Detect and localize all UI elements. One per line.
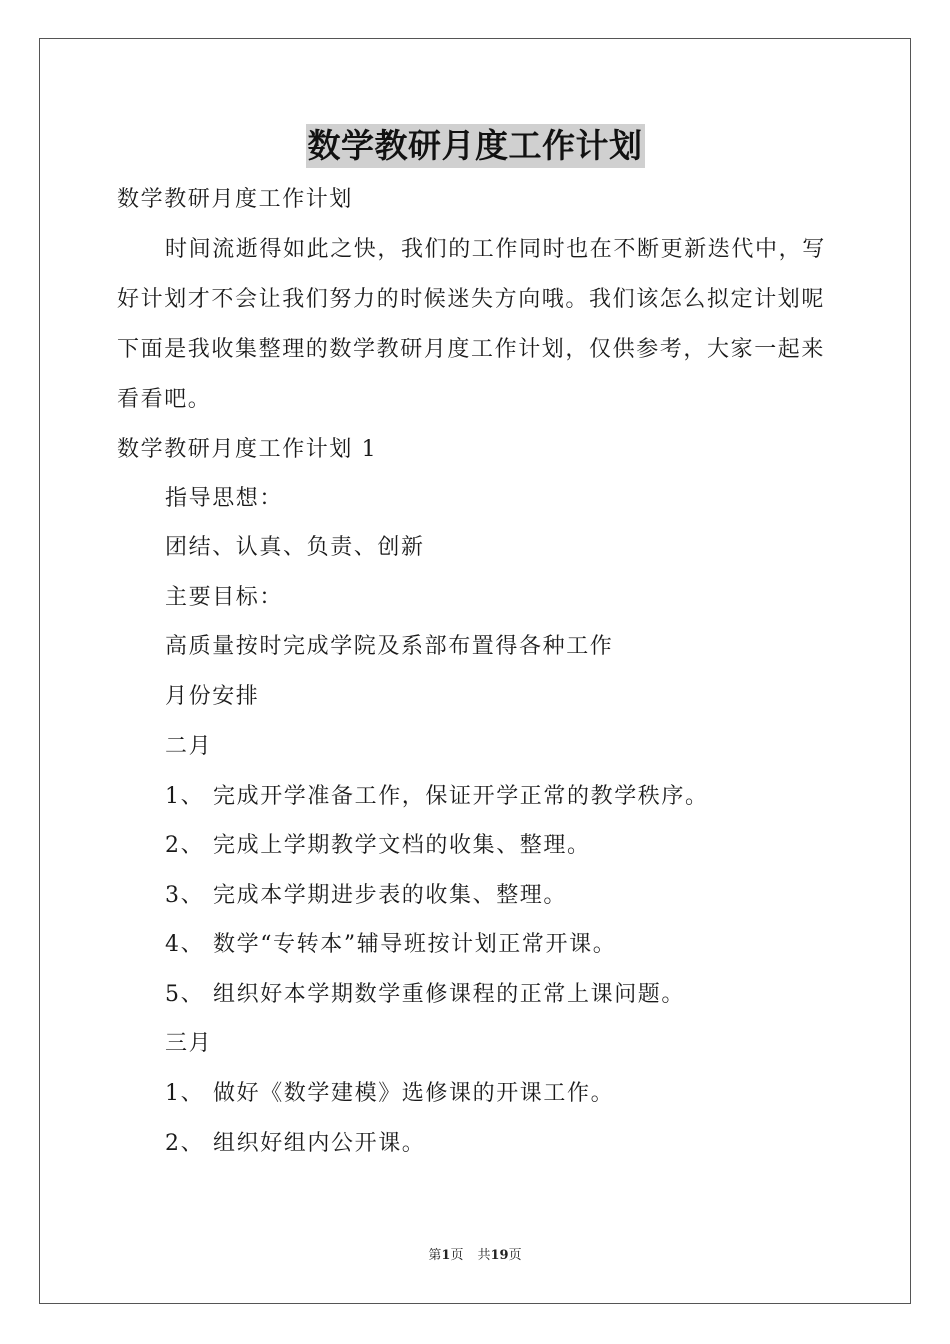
section-heading: 数学教研月度工作计划 1 — [117, 437, 378, 462]
list-item-text: 做好《数学建模》选修课的开课工作。 — [213, 1081, 615, 1106]
list-item-number: 1、 — [165, 784, 205, 809]
intro-line-1: 时间流逝得如此之快，我们的工作同时也在不断更新迭代中，写 — [165, 237, 826, 262]
list-item-number: 4、 — [165, 932, 205, 957]
guiding-text: 团结、认真、负责、创新 — [165, 535, 425, 560]
list-item — [165, 831, 591, 861]
list-item — [165, 782, 709, 812]
document-subtitle: 数学教研月度工作计划 — [117, 187, 354, 212]
page-total: 19 — [490, 1248, 509, 1263]
list-item-text: 数学“专转本”辅导班按计划正常开课。 — [213, 932, 617, 957]
list-item — [165, 881, 567, 911]
list-item — [165, 1129, 425, 1159]
title-container — [0, 124, 950, 168]
list-item-number: 3、 — [165, 883, 205, 908]
total-suffix: 页 — [508, 1248, 522, 1263]
list-item-number: 1、 — [165, 1081, 205, 1106]
list-item-text: 完成开学准备工作，保证开学正常的教学秩序。 — [213, 784, 709, 809]
document-title: 数学教研月度工作计划 — [306, 124, 645, 168]
list-item-text: 完成本学期进步表的收集、整理。 — [213, 883, 568, 908]
list-item-text: 组织好组内公开课。 — [213, 1131, 426, 1156]
page-border — [39, 38, 911, 1304]
intro-line-2: 好计划才不会让我们努力的时候迷失方向哦。我们该怎么拟定计划呢 — [117, 287, 826, 312]
page-current: 1 — [441, 1248, 451, 1263]
list-item-text: 完成上学期教学文档的收集、整理。 — [213, 833, 591, 858]
list-item — [165, 930, 616, 960]
list-item-number: 2、 — [165, 833, 205, 858]
schedule-label: 月份安排 — [165, 684, 260, 709]
page-prefix: 第 — [428, 1248, 442, 1263]
list-item-text: 组织好本学期数学重修课程的正常上课问题。 — [213, 982, 686, 1007]
list-item-number: 5、 — [165, 982, 205, 1007]
month-heading-mar: 三月 — [165, 1031, 213, 1056]
intro-line-4: 看看吧。 — [117, 387, 212, 412]
goal-text: 高质量按时完成学院及系部布置得各种工作 — [165, 634, 614, 659]
list-item — [165, 980, 685, 1010]
list-item-number: 2、 — [165, 1131, 205, 1156]
page-suffix: 页 — [450, 1248, 464, 1263]
goal-label: 主要目标： — [165, 585, 284, 610]
page-footer — [0, 1247, 950, 1265]
total-prefix: 共 — [477, 1248, 491, 1263]
list-item — [165, 1079, 614, 1109]
guiding-label: 指导思想： — [165, 486, 284, 511]
intro-line-3: 下面是我收集整理的数学教研月度工作计划，仅供参考，大家一起来 — [117, 337, 826, 362]
month-heading-feb: 二月 — [165, 734, 213, 759]
